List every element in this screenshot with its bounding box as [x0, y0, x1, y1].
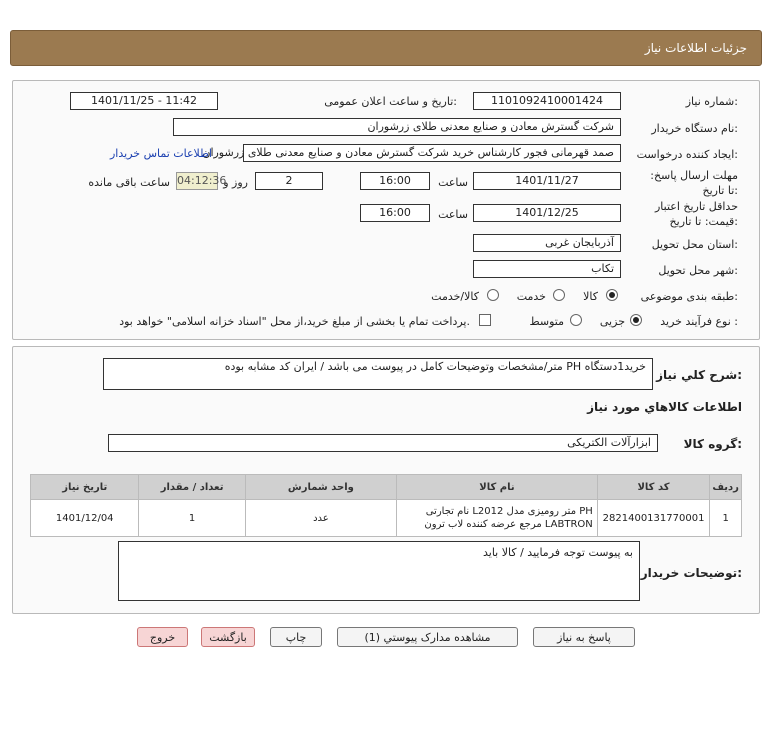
process-minor-label: جزیی — [599, 315, 625, 328]
category-radio-service[interactable] — [553, 289, 565, 301]
cell-name: PH متر رومیزی مدل L2012 نام تجارتی LABTRON مرجع عرضه کننده لاب ترون — [397, 500, 598, 537]
category-label: طبقه بندی موضوعی: — [640, 290, 738, 303]
process-medium-label: متوسط — [529, 315, 564, 328]
validity-date-field: 1401/12/25 — [473, 204, 621, 222]
process-radio-medium[interactable] — [570, 314, 582, 326]
validity-time-field: 16:00 — [360, 204, 430, 222]
validity-time-label: ساعت — [438, 208, 468, 221]
process-radio-minor[interactable] — [630, 314, 642, 326]
buyer-notes-label: توضيحات خريدار: — [640, 566, 742, 580]
back-button[interactable]: بازگشت — [201, 627, 255, 647]
category-goods-service-label: کالا/خدمت — [431, 290, 479, 303]
announce-field: 1401/11/25 - 11:42 — [70, 92, 218, 110]
goods-table — [30, 474, 742, 537]
remaining-timer: 04:12:36 — [176, 172, 218, 190]
need-number-label: شماره نياز: — [685, 95, 738, 108]
buyer-org-label: نام دستگاه خريدار: — [651, 122, 738, 135]
need-number-field: 1101092410001424 — [473, 92, 621, 110]
remaining-label: ساعت باقی مانده — [88, 176, 170, 189]
col-row: ردیف — [710, 475, 742, 500]
days-field: 2 — [255, 172, 323, 190]
contact-info-link[interactable]: اطلاعات تماس خريدار — [110, 147, 212, 160]
goods-group-label: گروه کالا: — [683, 437, 742, 451]
col-date: تاریخ نیاز — [31, 475, 139, 500]
cell-unit: عدد — [245, 500, 396, 537]
view-documents-button[interactable]: مشاهده مدارک پيوستي (1) — [337, 627, 518, 647]
days-label: روز و — [223, 176, 248, 189]
deadline-label: مهلت ارسال پاسخ: تا تاریخ: — [650, 169, 738, 197]
requester-field: صمد قهرمانی فجور کارشناس خرید شرکت گسترش معادن و صنایع معدنی طلای زرشوران — [243, 144, 621, 162]
description-label: شرح کلي نياز: — [656, 368, 742, 382]
col-code: کد کالا — [597, 475, 709, 500]
page-header — [10, 30, 762, 66]
treasury-checkbox[interactable] — [479, 314, 491, 326]
buyer-org-field: شرکت گسترش معادن و صنایع معدنی طلای زرشوران — [173, 118, 621, 136]
cell-code: 2821400131770001 — [597, 500, 709, 537]
deadline-date-field: 1401/11/27 — [473, 172, 621, 190]
city-field: تکاب — [473, 260, 621, 278]
description-field: خرید1دستگاه PH متر/مشخصات وتوضیحات کامل در پیوست می باشد / ایران کد مشابه بوده — [103, 358, 653, 390]
category-service-label: خدمت — [516, 290, 546, 303]
province-field: آذربایجان غربی — [473, 234, 621, 252]
province-label: استان محل تحویل: — [651, 238, 738, 251]
deadline-time-label: ساعت — [438, 176, 468, 189]
buyer-notes-field: به پیوست توجه فرمایید / کالا باید — [118, 541, 640, 601]
col-name: نام کالا — [397, 475, 598, 500]
exit-button[interactable]: خروج — [137, 627, 188, 647]
table-row — [31, 500, 742, 537]
process-label: نوع فرآيند خريد : — [660, 315, 738, 328]
goods-table-header — [31, 475, 742, 500]
treasury-note: پرداخت تمام یا بخشی از مبلغ خرید،از محل "اسناد خزانه اسلامی" خواهد بود. — [119, 315, 470, 328]
announce-label: تاریخ و ساعت اعلان عمومی: — [324, 95, 457, 108]
cell-date: 1401/12/04 — [31, 500, 139, 537]
city-label: شهر محل تحویل: — [658, 264, 738, 277]
deadline-time-field: 16:00 — [360, 172, 430, 190]
page-title: جزئيات اطلاعات نياز — [644, 41, 747, 55]
col-qty: تعداد / مقدار — [139, 475, 245, 500]
reply-button[interactable]: پاسخ به نياز — [533, 627, 635, 647]
validity-label: حداقل تاريخ اعتبار قيمت: تا تاريخ: — [654, 200, 738, 228]
goods-group-field: ابزارآلات الکتریکی — [108, 434, 658, 452]
col-unit: واحد شمارش — [245, 475, 396, 500]
cell-row: 1 — [710, 500, 742, 537]
goods-section-title: اطلاعات کالاهاي مورد نياز — [587, 400, 742, 414]
category-radio-goods-service[interactable] — [487, 289, 499, 301]
print-button[interactable]: چاپ — [270, 627, 322, 647]
category-goods-label: کالا — [583, 290, 598, 303]
cell-qty: 1 — [139, 500, 245, 537]
category-radio-goods[interactable] — [606, 289, 618, 301]
requester-label: ايجاد کننده درخواست: — [636, 148, 738, 161]
